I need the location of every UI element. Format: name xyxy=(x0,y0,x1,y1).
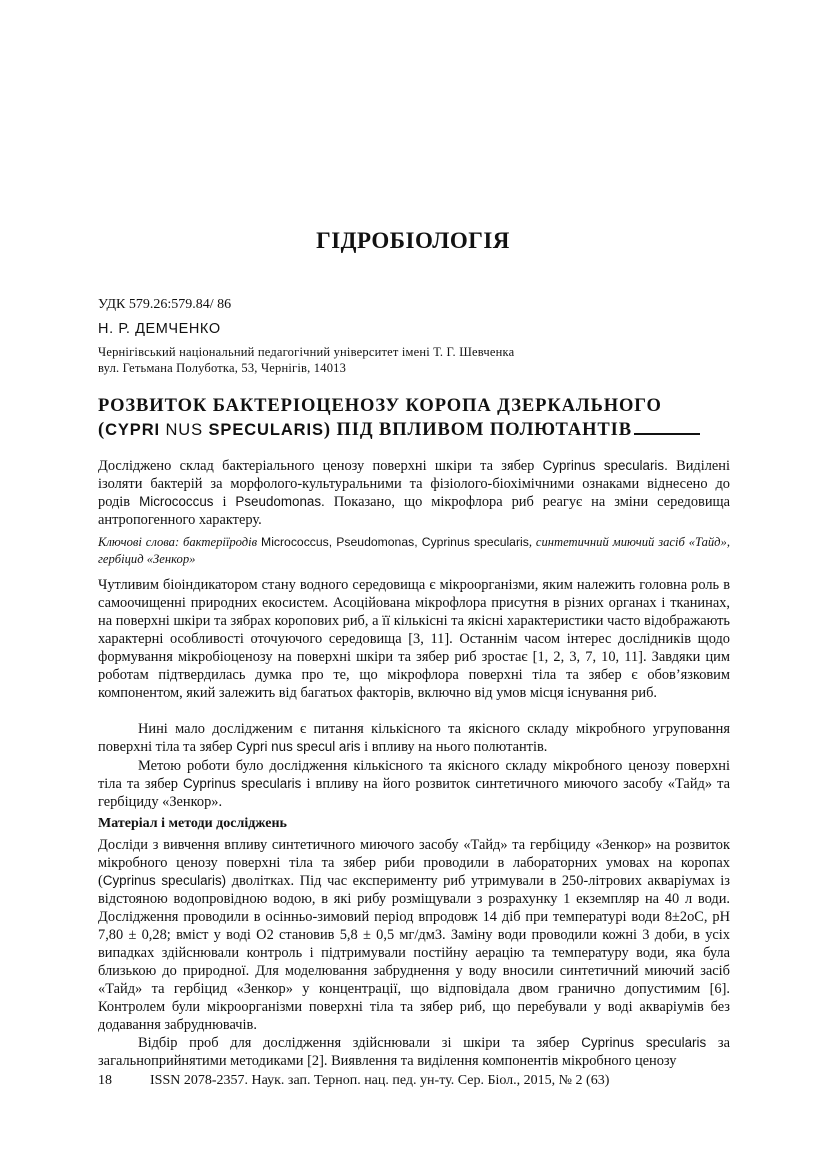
intro-paragraph-3 xyxy=(98,757,730,811)
methods-paragraph-2 xyxy=(98,1034,730,1070)
methods-paragraph-1 xyxy=(98,836,730,1034)
journal-citation: ISSN 2078-2357. Наук. зап. Терноп. нац. пед. ун-ту. Сер. Біол., 2015, № 2 (63) xyxy=(150,1073,610,1088)
intro-p2-species: Cypri nus specul aris xyxy=(236,739,361,754)
abstract-genus-2: Pseudomonas. xyxy=(235,494,325,509)
article-title xyxy=(98,395,738,441)
abstract xyxy=(98,457,730,529)
abstract-text-1: Досліджено склад бактеріального ценозу поверхні шкіри та зябер xyxy=(98,458,543,474)
intro-paragraph-2 xyxy=(98,720,730,756)
methods-p2-species: Cyprinus specularis xyxy=(581,1035,707,1050)
intro-p2-text-2: і впливу на нього полютантів. xyxy=(360,739,548,755)
methods-p1-text-2: дволітках. Під час експерименту риб утримували в 250-літрових акваріумах із відстояною водопровідною водою, в які рибу розміщували з розрахунку 1 екземпляр на 40 л води. Дослідження проводили в осінньо-зимовий період впродовж 14 діб при температурі води 8±2оС, рН 7,80 ± 0,28; вміст у воді О2 становив 5,8 ± 0,5 мг/дм3. Заміну води проводили кожні 3 доби, в усіх випадках здійснювали контроль і підтримували постійну аерацію та температуру води, яка була близькою до природної. Для моделювання забруднення у воду вносили синтетичний миючий засіб «Тайд» та гербіцид «Зенкор» у концентрації, що відповідала двом гранично допустимим [6]. Контролем були мікроорганізми поверхні тіла та зябер риб, що перебували у воді акваріумів без додавання забруднювачів. xyxy=(98,873,730,1033)
page-number: 18 xyxy=(98,1073,112,1088)
title-line-1: РОЗВИТОК БАКТЕРІОЦЕНОЗУ КОРОПА ДЗЕРКАЛЬНОГО xyxy=(98,396,662,416)
methods-heading: Матеріал і методи досліджень xyxy=(98,816,287,831)
methods-p1-text-1: Досліди з вивчення впливу синтетичного миючого засобу «Тайд» та гербіциду «Зенкор» на розвиток мікробного ценозу поверхні тіла та зябер риби проводили в лабораторних умовах на коропах ( xyxy=(98,837,730,889)
title-latin-3: SPECULARIS xyxy=(208,421,324,439)
title-latin-1: CYPRI xyxy=(105,421,160,439)
section-title: ГІДРОБІОЛОГІЯ xyxy=(316,228,510,253)
affiliation-address: вул. Гетьмана Полуботка, 53, Чернігів, 14013 xyxy=(98,361,347,375)
methods-p2-text-2: за загальноприйнятими методиками [2]. Виявлення та виділення компонентів мікробного ценозу xyxy=(98,1035,730,1069)
abstract-genus-1: Micrococcus xyxy=(139,494,214,509)
title-line-2 xyxy=(98,417,738,441)
title-underline xyxy=(634,417,700,435)
intro-p3-text-1: Метою роботи було дослідження кількісного та якісного складу мікробного ценозу поверхні тіла та зябер xyxy=(98,758,730,792)
affiliation-institution: Чернігівський національний педагогічний університет імені Т. Г. Шевченка xyxy=(98,345,515,359)
abstract-text-2: Виділені ізоляти бактерій за морфолого-культуральними та фізіолого-біохімічними ознаками віднесено до родів xyxy=(98,458,730,510)
intro-p3-species: Cyprinus specularis xyxy=(183,776,302,791)
keywords-text-2: , синтетичний миючий засіб «Тайд», гербіцид «Зенкор» xyxy=(98,535,730,566)
keywords xyxy=(98,534,730,568)
intro-p3-text-2: і впливу на його розвиток синтетичного миючого засобу «Тайд» та гербіциду «Зенкор». xyxy=(98,776,730,810)
abstract-text-3: і xyxy=(213,494,236,510)
keywords-latin: Micrococcus, Pseudomonas, Cyprinus specularis xyxy=(261,535,529,549)
abstract-text-4: Показано, що мікрофлора риб реагує на зміни середовища антропогенного характеру. xyxy=(98,494,730,528)
keywords-text-1: : бактеріїродів xyxy=(174,535,262,549)
methods-p1-species: Cyprinus specularis) xyxy=(102,873,227,888)
udk-code: УДК 579.26:579.84/ 86 xyxy=(98,297,232,312)
author-name: Н. Р. ДЕМЧЕНКО xyxy=(98,321,221,337)
title-rest: ) ПІД ВПЛИВОМ ПОЛЮТАНТІВ xyxy=(323,420,632,440)
page-footer xyxy=(98,1073,738,1089)
abstract-species: Cyprinus specularis. xyxy=(542,458,668,473)
intro-paragraph-1: Чутливим біоіндикатором стану водного середовища є мікроорганізми, яким належить головна роль в самоочищенні природних екосистем. Асоційована мікрофлора присутня в різних органах і тканинах, на поверхні шкіри та зябрах коропових риб, а її кількісні та якісні характеристики часто відображають характерні особливості оточуючого середовища [3, 11]. Останнім часом інтерес дослідників щодо формування мікробіоценозу на поверхні шкіри та зябер риб зростає [1, 2, 3, 7, 10, 11]. Завдяки цим роботам підтвердилась думка про те, що мікрофлора поверхні тіла та зябер є обов’язковим компонентом, який залежить від багатьох факторів, включно від умов місця існування риб. xyxy=(98,577,730,701)
title-latin-2: NUS xyxy=(160,421,209,439)
title-paren-open: ( xyxy=(98,420,106,440)
methods-p2-text-1: Відбір проб для дослідження здійснювали зі шкіри та зябер xyxy=(138,1035,582,1051)
keywords-label: Ключові слова xyxy=(98,535,175,549)
intro-p2-text-1: Нині мало дослідженим є питання кількісного та якісного складу мікробного угруповання поверхні тіла та зябер xyxy=(98,721,730,755)
affiliation xyxy=(98,344,514,376)
